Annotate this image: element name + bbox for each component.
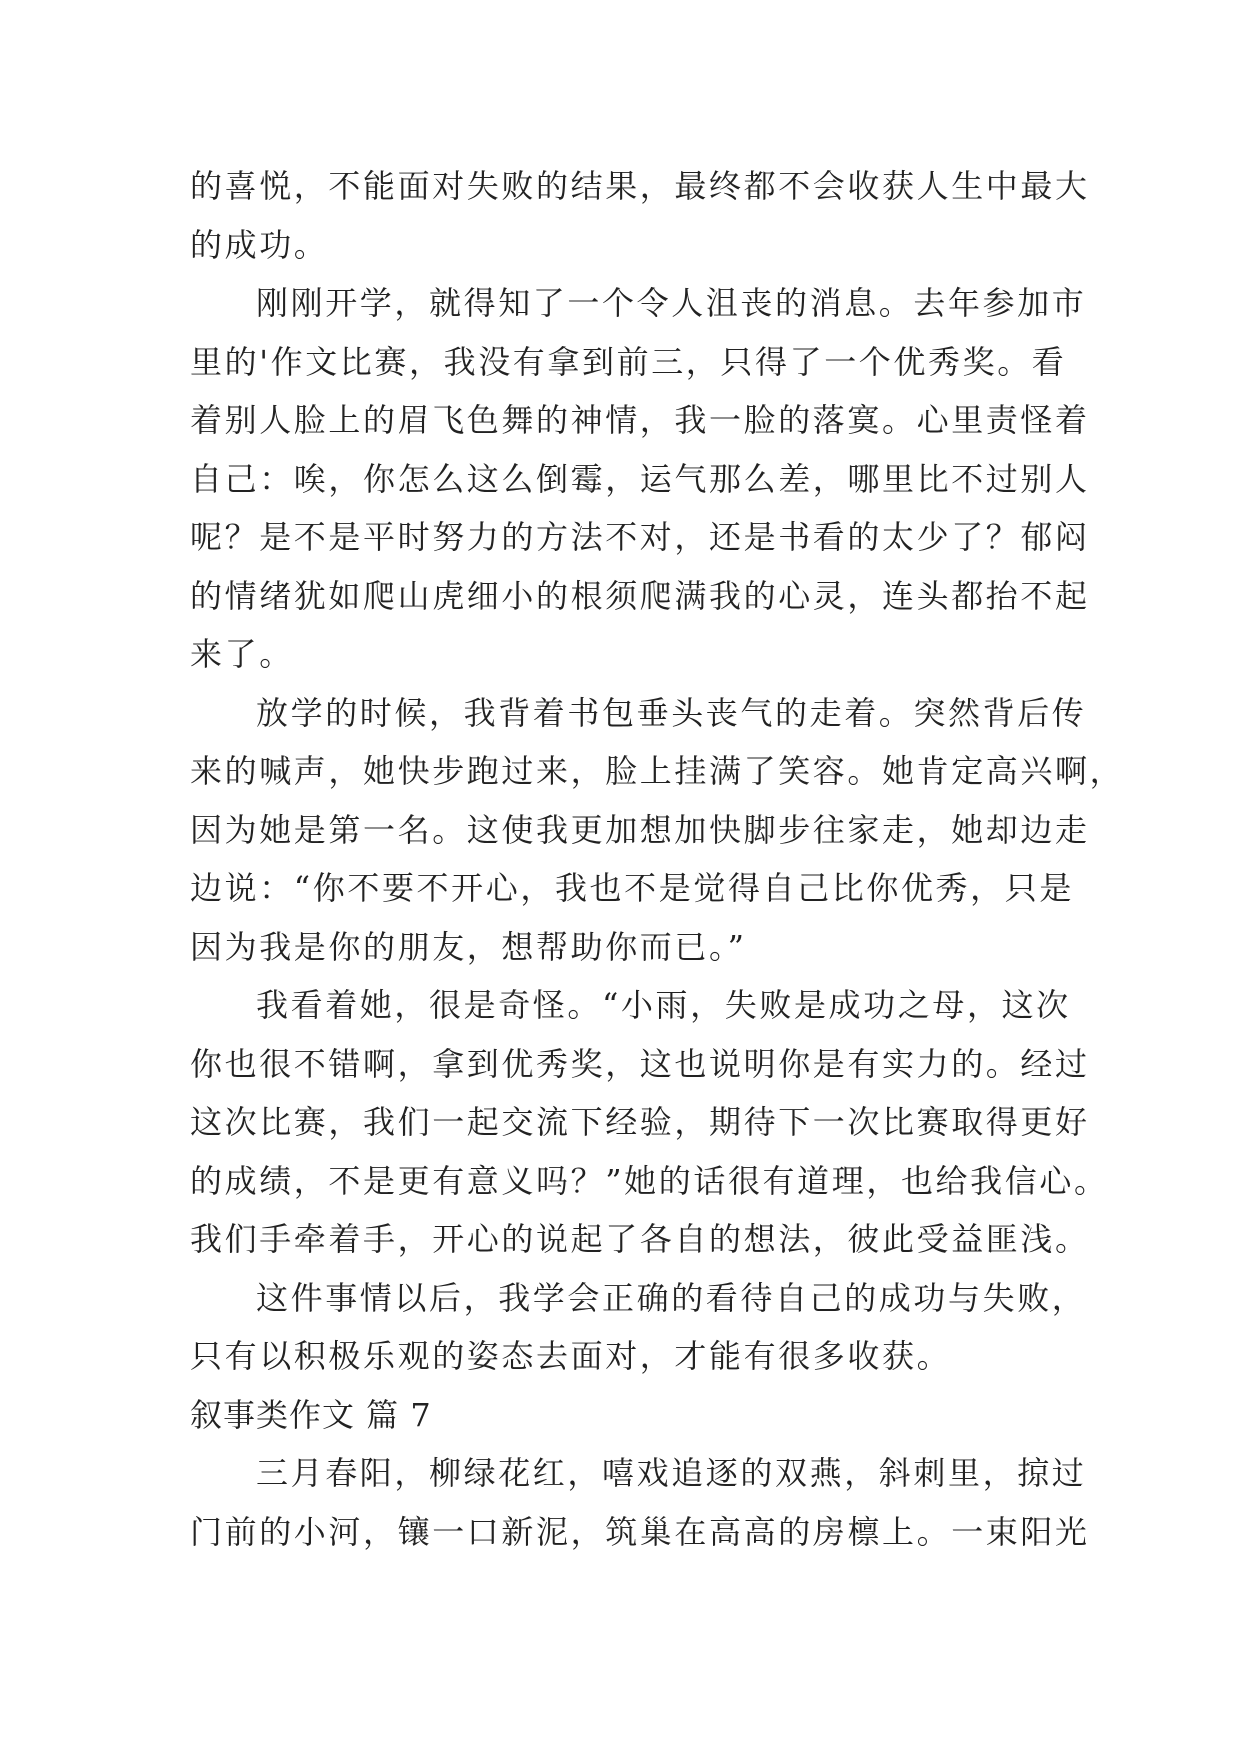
text-line: 这次比赛，我们一起交流下经验，期待下一次比赛取得更好 [190,1103,1090,1141]
paragraph-start: 这件事情以后，我学会正确的看待自己的成功与失败， [256,1278,1087,1317]
text-line: 你也很不错啊，拿到优秀奖，这也说明你是有实力的。经过 [190,1044,1090,1083]
text-line: 的成绩，不是更有意义吗？”她的话很有道理，也给我信心。 [190,1161,1109,1200]
text-line: 因为我是你的朋友，想帮助你而已。” [190,927,747,966]
paragraph-start: 刚刚开学，就得知了一个令人沮丧的消息。去年参加市 [256,284,1087,322]
text-line: 来的喊声，她快步跑过来，脸上挂满了笑容。她肯定高兴啊， [190,752,1125,790]
text-line: 我们手牵着手，开心的说起了各自的想法，彼此受益匪浅。 [190,1220,1090,1258]
text-line: 来了。 [190,635,294,673]
paragraph-start: 放学的时候，我背着书包垂头丧气的走着。突然背后传 [256,693,1087,732]
text-line: 边说：“你不要不开心，我也不是觉得自己比你优秀，只是 [190,869,1074,907]
paragraph-start: 我看着她，很是奇怪。“小雨，失败是成功之母，这次 [256,986,1071,1024]
text-line: 的喜悦，不能面对失败的结果，最终都不会收获人生中最大 [190,167,1090,205]
text-line: 着别人脸上的眉飞色舞的神情，我一脸的落寞。心里责怪着 [190,401,1090,439]
text-line: 自己：唉，你怎么这么倒霉，运气那么差，哪里比不过别人 [190,459,1090,498]
section-heading: 叙事类作文 篇 7 [190,1395,432,1434]
text-line: 因为她是第一名。这使我更加想加快脚步往家走，她却边走 [190,810,1090,849]
text-line: 里的'作文比赛，我没有拿到前三，只得了一个优秀奖。看 [190,342,1067,381]
text-line: 的情绪犹如爬山虎细小的根须爬满我的心灵，连头都抬不起 [190,576,1090,615]
text-line: 门前的小河，镶一口新泥，筑巢在高高的房檩上。一束阳光 [190,1512,1090,1551]
text-line: 呢？是不是平时努力的方法不对，还是书看的太少了？郁闷 [190,518,1090,556]
paragraph-start: 三月春阳，柳绿花红，嘻戏追逐的双燕，斜刺里，掠过 [256,1454,1087,1492]
essay-body [190,157,1125,1561]
text-line: 只有以积极乐观的姿态去面对，才能有很多收获。 [190,1337,952,1375]
text-line: 的成功。 [190,225,329,264]
